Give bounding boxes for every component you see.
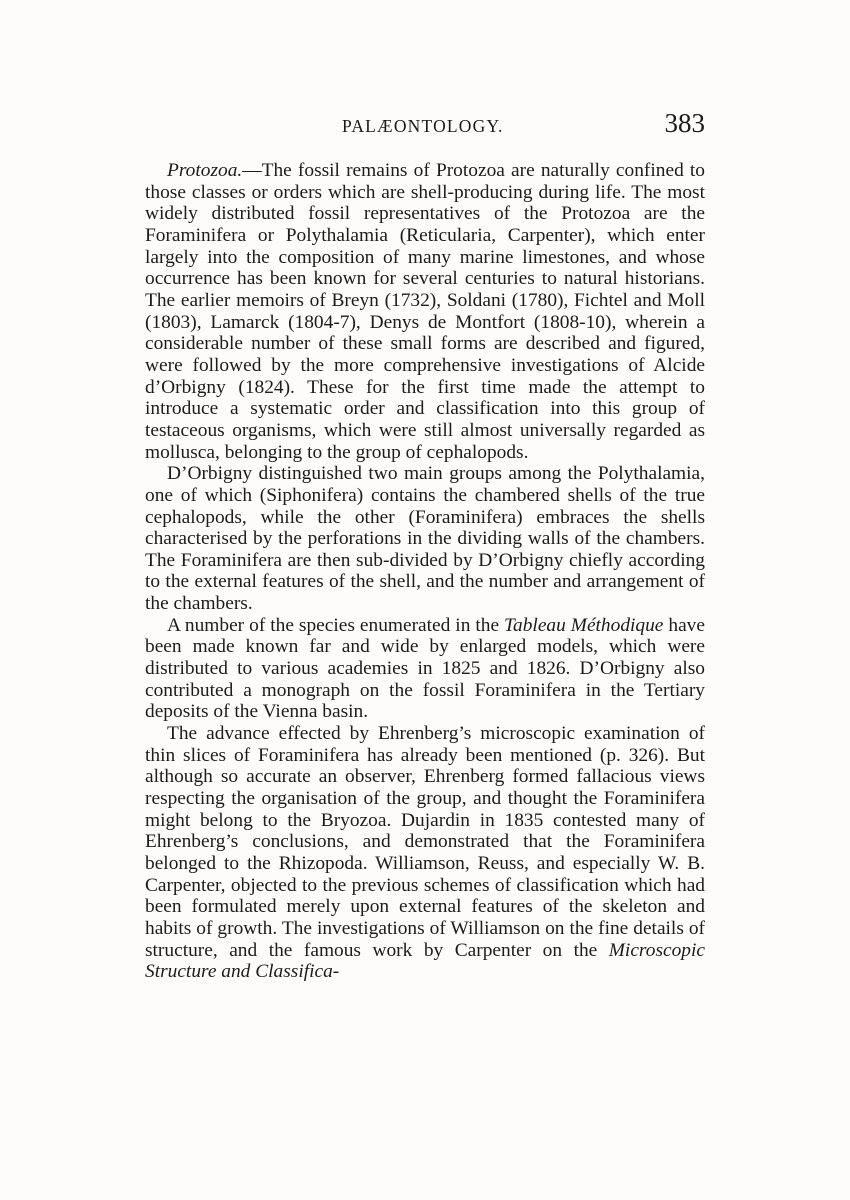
paragraph-text: D’Orbigny distinguished two main groups among the Polythalamia, one of which (Siphonifera) contains the chambered shells of the true cephalopods, while the other (Foraminifera) embraces the shells characterised by the perforations in the dividing walls of the chambers. The Foraminifera are then sub-divided by D’Orbigny chiefly according to the external features of the shell, and the number and arrangement of the chambers. bbox=[145, 463, 705, 615]
section-run-in-heading: Protozoa. bbox=[167, 160, 243, 181]
running-head: PALÆONTOLOGY. bbox=[342, 116, 504, 136]
paragraph-ehrenberg bbox=[145, 723, 705, 983]
paragraph-protozoa bbox=[145, 160, 705, 463]
paragraph-tableau-methodique bbox=[145, 615, 705, 723]
paragraph-text: have been made known far and wide by enlarged models, which were distributed to various academies in 1825 and 1826. D’Orbigny also contributed a monograph on the fossil Foraminifera in the Tertiary deposits of the Vienna basin. bbox=[145, 614, 705, 723]
paragraph-dorbigny-groups bbox=[145, 463, 705, 615]
work-title: Microscopic Structure and Classifica- bbox=[145, 939, 705, 983]
body-text bbox=[145, 160, 705, 983]
page-number: 383 bbox=[664, 108, 705, 138]
work-title: Tableau Méthodique bbox=[504, 614, 664, 636]
paragraph-text: —The fossil remains of Protozoa are naturally confined to those classes or orders which are shell-producing during life. The most widely distributed fossil representatives of the Protozoa are the Foraminifera or Polythalamia (Reticularia, Carpenter), which enter largely into the composition of many marine limestones, and whose occurrence has been known for several centuries to natural historians. The earlier memoirs of Breyn (1732), Soldani (1780), Fichtel and Moll (1803), Lamarck (1804-7), Denys de Montfort (1808-10), wherein a considerable number of these small forms are described and figured, were followed by the more comprehensive investigations of Alcide d’Orbigny (1824). These for the first time made the attempt to introduce a systematic order and classification into this group of testaceous organisms, which were still almost universally regarded as mollusca, belonging to the group of cephalopods. bbox=[145, 160, 705, 463]
page-header bbox=[145, 108, 705, 144]
paragraph-text: The advance effected by Ehrenberg’s microscopic examination of thin slices of Foraminifera has already been mentioned (p. 326). But although so accurate an observer, Ehrenberg formed fallacious views respecting the organisation of the group, and thought the Foraminifera might belong to the Bryozoa. Dujardin in 1835 contested many of Ehrenberg’s conclusions, and demonstrated that the Foraminifera belonged to the Rhizopoda. Williamson, Reuss, and especially W. B. Carpenter, objected to the previous schemes of classification which had been formulated merely upon external features of the skeleton and habits of growth. The investigations of Williamson on the fine details of structure, and the famous work by Carpenter on the bbox=[145, 723, 705, 961]
paragraph-text: A number of the species enumerated in the bbox=[167, 614, 505, 636]
